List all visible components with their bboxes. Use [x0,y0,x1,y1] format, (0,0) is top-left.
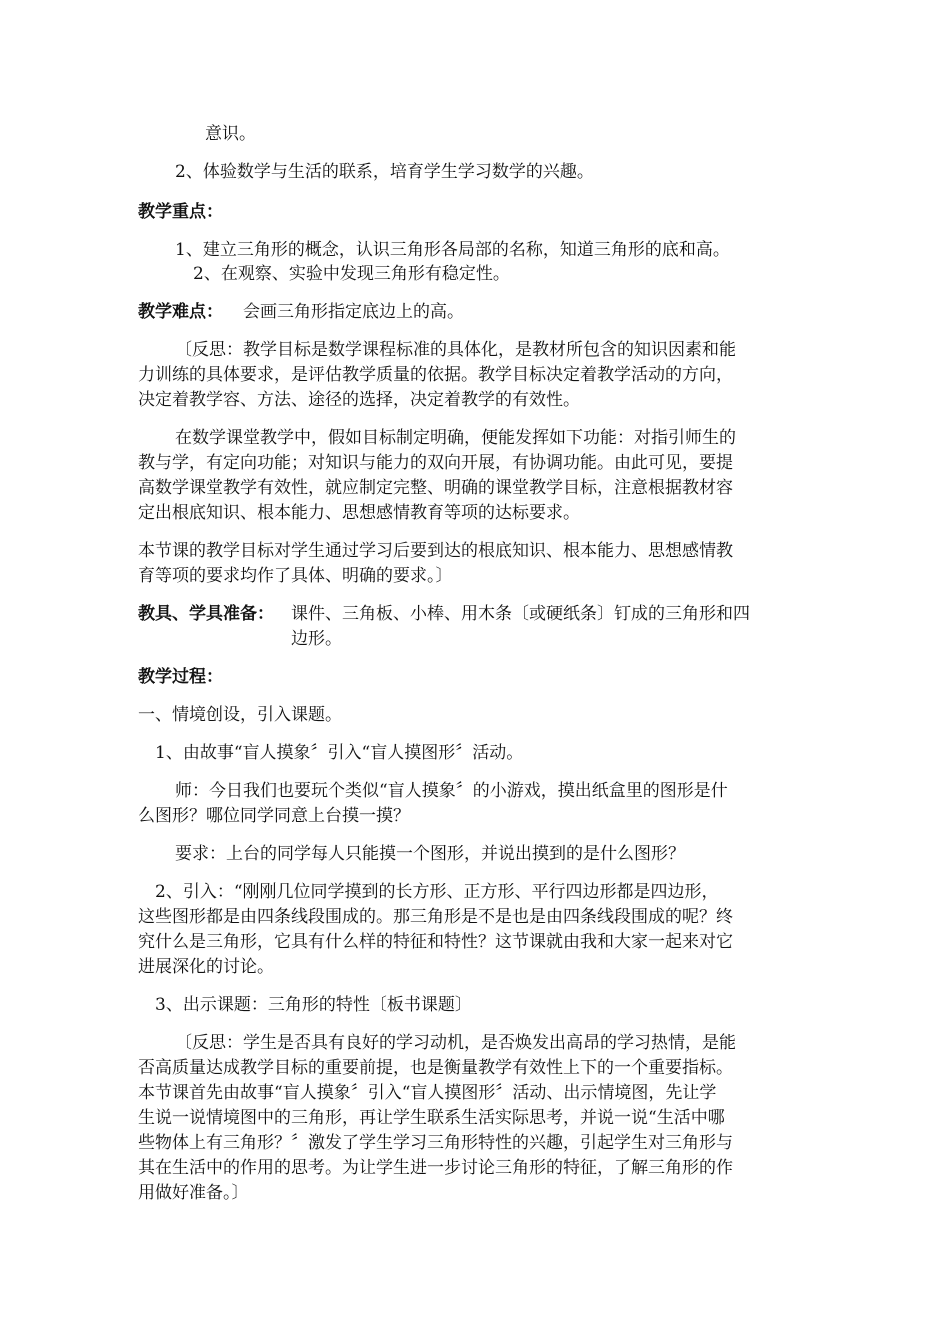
text-line: 力训练的具体要求，是评估教学质量的依据。教学目标决定着教学活动的方向， [138,365,733,385]
text-line: 会画三角形指定底边上的高。 [243,302,464,322]
text-line: 要求：上台的同学每人只能摸一个图形，并说出摸到的是什么图形？ [175,844,685,864]
text-line: 1、由故事“盲人摸象〞引入“盲人摸图形〞活动。 [155,743,524,763]
text-line: 这些图形都是由四条线段围成的。那三角形是不是也是由四条线段围成的呢？终 [138,907,733,927]
text-line: 究什么是三角形，它具有什么样的特征和特性？这节课就由我和大家一起来对它 [138,932,733,952]
text-line: 教与学，有定向功能；对知识与能力的双向开展，有协调功能。由此可见，要提 [138,453,733,473]
section-heading-process: 教学过程： [138,667,223,687]
text-line: 育等项的要求均作了具体、明确的要求。〕 [138,566,453,586]
text-line: 在数学课堂教学中，假如目标制定明确，便能发挥如下功能：对指引师生的 [175,428,736,448]
text-line: 〔反思：教学目标是数学课程标准的具体化，是教材所包含的知识因素和能 [175,340,736,360]
text-line: 生说一说情境图中的三角形，再让学生联系生活实际思考，并说一说“生活中哪 [138,1108,725,1128]
text-line: 2、体验数学与生活的联系，培育学生学习数学的兴趣。 [175,162,594,182]
text-line: 意识。 [205,124,256,144]
text-line: 高数学课堂教学有效性，就应制定完整、明确的课堂教学目标，注意根据教材容 [138,478,733,498]
text-line: 2、引入：“刚刚几位同学摸到的长方形、正方形、平行四边形都是四边形， [155,882,719,902]
text-line: 本节课首先由故事“盲人摸象〞引入“盲人摸图形〞活动、出示情境图，先让学 [138,1083,717,1103]
text-line: 进展深化的讨论。 [138,957,274,977]
text-line: 么图形？哪位同学同意上台摸一摸？ [138,806,410,826]
text-line: 否高质量达成教学目标的重要前提，也是衡量教学有效性上下的一个重要指标。 [138,1058,733,1078]
text-line: 本节课的教学目标对学生通过学习后要到达的根底知识、根本能力、思想感情教 [138,541,733,561]
text-line: 2、在观察、实验中发现三角形有稳定性。 [193,264,510,284]
text-line: 师：今日我们也要玩个类似“盲人摸象〞的小游戏，摸出纸盒里的图形是什 [175,781,728,801]
text-line: 课件、三角板、小棒、用木条〔或硬纸条〕钉成的三角形和四 [291,604,750,624]
section-heading-key-points: 教学重点： [138,202,223,222]
section-heading-difficulties: 教学难点： [138,302,223,322]
section-heading-materials: 教具、学具准备： [138,604,274,624]
text-line: 决定着教学容、方法、途径的选择，决定着教学的有效性。 [138,390,580,410]
text-line: 些物体上有三角形？〞激发了学生学习三角形特性的兴趣，引起学生对三角形与 [138,1133,733,1153]
text-line: 其在生活中的作用的思考。为让学生进一步讨论三角形的特征，了解三角形的作 [138,1158,733,1178]
text-line: 定出根底知识、根本能力、思想感情教育等项的达标要求。 [138,503,580,523]
text-line: 一、情境创设，引入课题。 [138,705,342,725]
text-line: 1、建立三角形的概念，认识三角形各局部的名称，知道三角形的底和高。 [175,240,730,260]
text-line: 边形。 [291,629,342,649]
text-line: 3、出示课题：三角形的特性〔板书课题〕 [155,995,472,1015]
text-line: 用做好准备。〕 [138,1183,249,1203]
text-line: 〔反思：学生是否具有良好的学习动机，是否焕发出高昂的学习热情，是能 [175,1033,736,1053]
